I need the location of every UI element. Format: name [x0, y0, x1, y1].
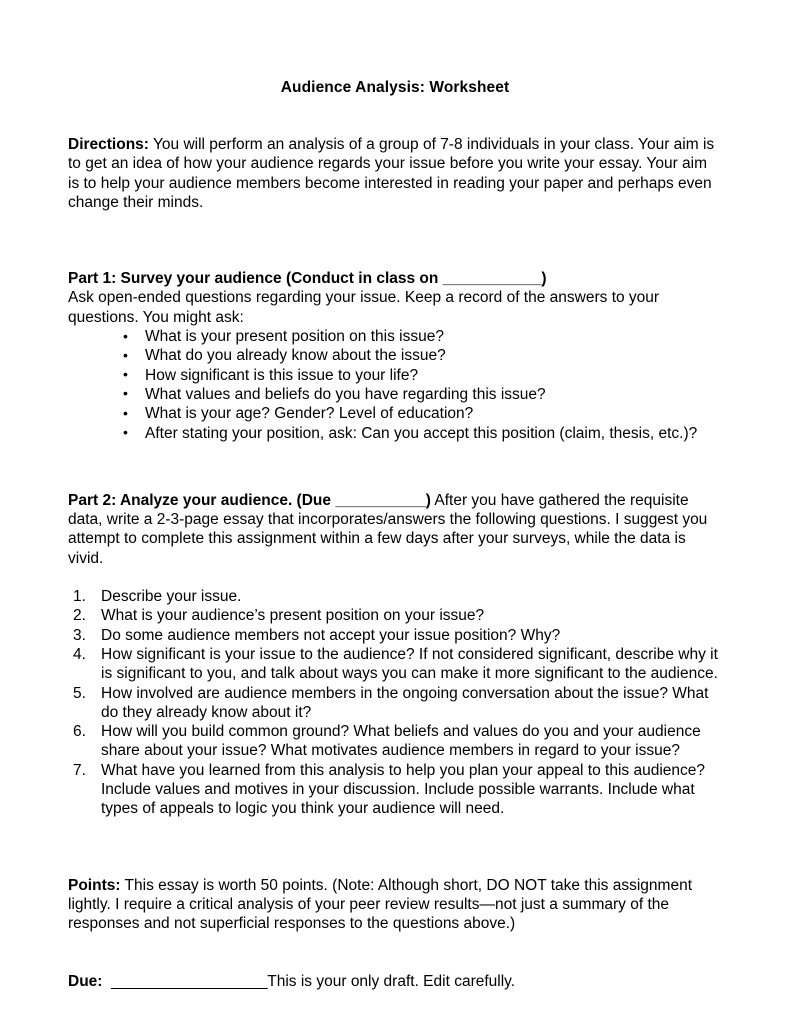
spacer: [68, 443, 722, 481]
part2-heading-tail: ): [425, 491, 431, 509]
points-paragraph: [68, 876, 722, 934]
spacer: [68, 97, 722, 135]
list-item: • What values and beliefs do you have regarding this issue?: [68, 385, 722, 404]
part1-heading-lead: Part 1: Survey your audience (Conduct in class on: [68, 270, 443, 288]
spacer: [68, 250, 722, 269]
due-date-blank[interactable]: ___________________: [111, 972, 268, 990]
points-body: This essay is worth 50 points. (Note: Although short, DO NOT take this assignment lightly. I require a critical analysis of your peer review results—not just a summary of the responses and not superficial responses to the questions above.): [68, 876, 692, 933]
part1-bullet-list: [68, 327, 722, 443]
spacer: [68, 481, 722, 491]
directions-label: Directions:: [68, 136, 149, 153]
spacer: [68, 857, 722, 876]
directions-paragraph: [68, 135, 722, 212]
part2-heading: [68, 491, 722, 568]
part1-intro: Ask open-ended questions regarding your issue. Keep a record of the answers to your questions. You might ask:: [68, 289, 660, 326]
list-item: How involved are audience members in the ongoing conversation about the issue? What do they already know about it?: [101, 684, 709, 721]
part1-heading-tail: ): [541, 270, 547, 288]
part1-heading: [68, 269, 722, 288]
list-item: Describe your issue.: [101, 588, 242, 606]
list-item: • What do you already know about the issue?: [68, 346, 722, 365]
list-item: • What is your age? Gender? Level of education?: [68, 404, 722, 423]
part2-due-blank[interactable]: ___________: [335, 491, 426, 509]
due-spacer: [102, 973, 111, 990]
list-item: • What is your present position on this issue?: [68, 327, 722, 346]
list-item: • After stating your position, ask: Can you accept this position (claim, thesis, etc.)?: [68, 424, 722, 443]
due-paragraph: [68, 972, 722, 991]
list-item: • How significant is this issue to your life?: [68, 366, 722, 385]
part2-question-list: [68, 587, 722, 819]
list-item: How significant is your issue to the audience? If not considered significant, describe why it is significant to you, and talk about ways you can make it more significant to the audience.: [101, 645, 718, 683]
list-item: What have you learned from this analysis to help you plan your appeal to this audience? Include values and motives in your discussion. Include possible warrants. Include what types of appeals to logic you think your audience will need.: [101, 761, 706, 818]
part2-heading-body: After you have gathered the requisite data, write a 2-3-page essay that incorporates/answers the following questions. I suggest you attempt to complete this assignment within a few days after your surveys, while the data is vivid.: [68, 491, 708, 567]
part2-heading-lead: Part 2: Analyze your audience. (Due: [68, 491, 336, 509]
spacer: [68, 568, 722, 587]
list-item: How will you build common ground? What beliefs and values do you and your audience share about your issue? What motivates audience members in regard to your issue?: [101, 723, 701, 760]
spacer: [68, 819, 722, 857]
directions-body: You will perform an analysis of a group of 7-8 individuals in your class. Your aim is to get an idea of how your audience regards your issue before you write your essay. Your aim is to help your audience members become interested in reading your paper and perhaps even change their minds.: [68, 136, 715, 211]
due-label: Due:: [68, 972, 103, 990]
points-label: Points:: [68, 876, 121, 894]
part1-date-blank[interactable]: ____________: [442, 270, 542, 288]
list-item: What is your audience’s present position on your issue?: [101, 607, 485, 625]
due-body: This is your only draft. Edit carefully.: [267, 972, 516, 990]
spacer: [68, 934, 722, 972]
spacer: [68, 212, 722, 250]
page-title: Audience Analysis: Worksheet: [280, 79, 510, 96]
list-item: Do some audience members not accept your issue position? Why?: [101, 626, 561, 644]
